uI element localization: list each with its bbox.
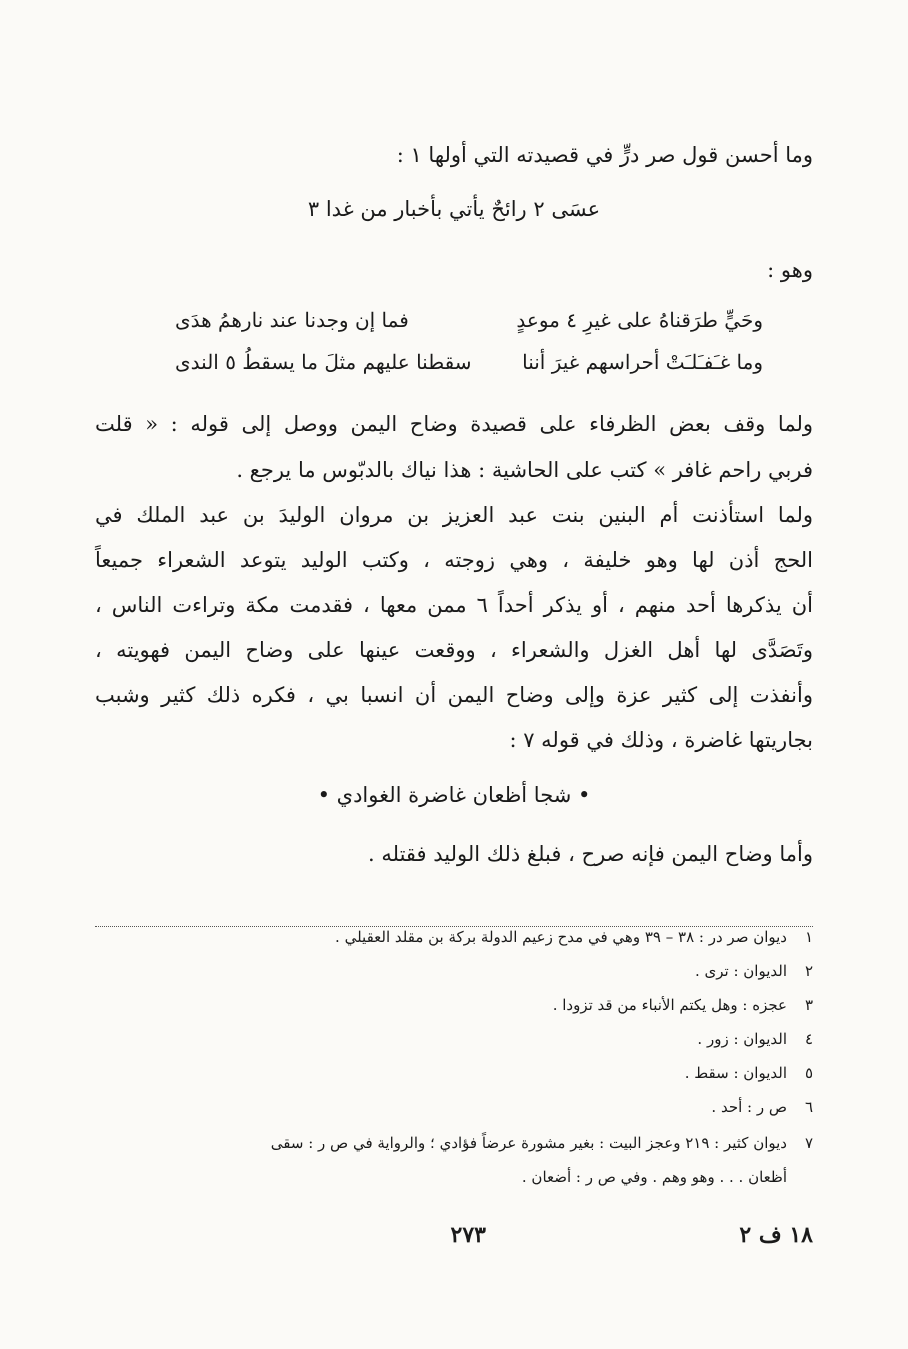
paragraph-2-line-3: أن يذكرها أحد منهم ، أو يذكر أحداً ٦ ممن معها ، فقدمت مكة وتراءت الناس ، (95, 593, 813, 617)
verse-single: عسَى ٢ رائحٌ يأتي بأخبار من غدا ٣ (307, 197, 601, 221)
paragraph-2-line-1: ولما استأذنت أم البنين بنت عبد العزيز بن مروان الوليدَ بن عبد الملك في (95, 503, 813, 527)
signature-mark: ١٨ ف ٢ (739, 1222, 813, 1248)
paragraph-3: وأما وضاح اليمن فإنه صرح ، فبلغ ذلك الوليد فقتله . (368, 842, 813, 866)
footnote-number: ٧ (804, 1134, 813, 1152)
paragraph-2-line-6: بجاريتها غاضرة ، وذلك في قوله ٧ : (509, 728, 813, 752)
intro-wahuwa: وهو : (767, 258, 813, 282)
paragraph-2-line-4: وتَصَدَّى لها أهل الغزل والشعراء ، ووقعت عينها على وضاح اليمن فهويته ، (95, 638, 813, 662)
couplet-1-first-hemistich: وحَيٍّ طرَقناهُ على غيرِ ٤ موعدٍ (516, 308, 763, 332)
paragraph-1-line-1: ولما وقف بعض الظرفاء على قصيدة وضاح اليمن ووصل إلى قوله : « قلت (95, 412, 813, 436)
couplet-1-second-hemistich: فما إن وجدنا عند نارهمُ هدَى (175, 308, 409, 332)
footnote-7 (95, 1134, 813, 1152)
verse-hemistich: • شجا أظعان غاضرة الغوادي • (317, 783, 591, 807)
paragraph-2-line-2: الحج أذن لها وهو خليفة ، وهي زوجته ، وكتب الوليد يتوعد الشعراء جميعاً (95, 548, 813, 572)
intro-line: وما أحسن قول صر درٍّ في قصيدته التي أولها ١ : (396, 143, 813, 167)
footnote-7-continuation: أظعان . . . وهو وهم . وفي ص ر : أضعان . (521, 1168, 787, 1186)
footnote-3 (95, 996, 813, 1014)
footnote-text: ديوان صر در : ٣٨ – ٣٩ وهي في مدح زعيم الدولة بركة بن مقلد العقيلي . (335, 928, 787, 946)
paragraph-2-line-5: وأنفذت إلى كثير عزة وإلى وضاح اليمن أن انسبا بي ، فكره ذلك كثير وشبب (95, 683, 813, 707)
footnote-6 (95, 1098, 813, 1116)
couplet-2-first-hemistich: وما غـَفـَلـَتْ أحراسهم غيرَ أننا (522, 350, 763, 374)
footnote-text: ص ر : أحد . (711, 1098, 787, 1116)
footnote-text: عجزه : وهل يكتم الأنباء من قد تزودا . (552, 996, 787, 1014)
footnote-text: الديوان : ترى . (694, 962, 787, 980)
footnote-number: ٥ (804, 1064, 813, 1082)
footnote-4 (95, 1030, 813, 1048)
footnote-divider (95, 926, 813, 927)
footnote-5 (95, 1064, 813, 1082)
couplet-line-2 (175, 350, 763, 374)
couplet-2-second-hemistich: سقطنا عليهم مثلَ ما يسقطُ ٥ الندى (175, 350, 472, 374)
footnote-number: ١ (804, 928, 813, 946)
footnote-number: ٦ (804, 1098, 813, 1116)
footnote-2 (95, 962, 813, 980)
paragraph-1-line-2: فربي راحم غافر » كتب على الحاشية : هذا نياك بالدبّوس ما يرجع . (236, 458, 813, 482)
footnote-text: الديوان : زور . (697, 1030, 787, 1048)
page-number: ٢٧٣ (450, 1222, 486, 1248)
footnote-1 (95, 928, 813, 946)
footnote-number: ٢ (804, 962, 813, 980)
footnote-number: ٣ (804, 996, 813, 1014)
couplet-line-1 (175, 308, 763, 332)
footnote-text: الديوان : سقط . (684, 1064, 787, 1082)
footnote-text: ديوان كثير : ٢١٩ وعجز البيت : بغير مشورة عرضاً فؤادي ؛ والرواية في ص ر : سقى (270, 1134, 787, 1152)
footnote-number: ٤ (804, 1030, 813, 1048)
